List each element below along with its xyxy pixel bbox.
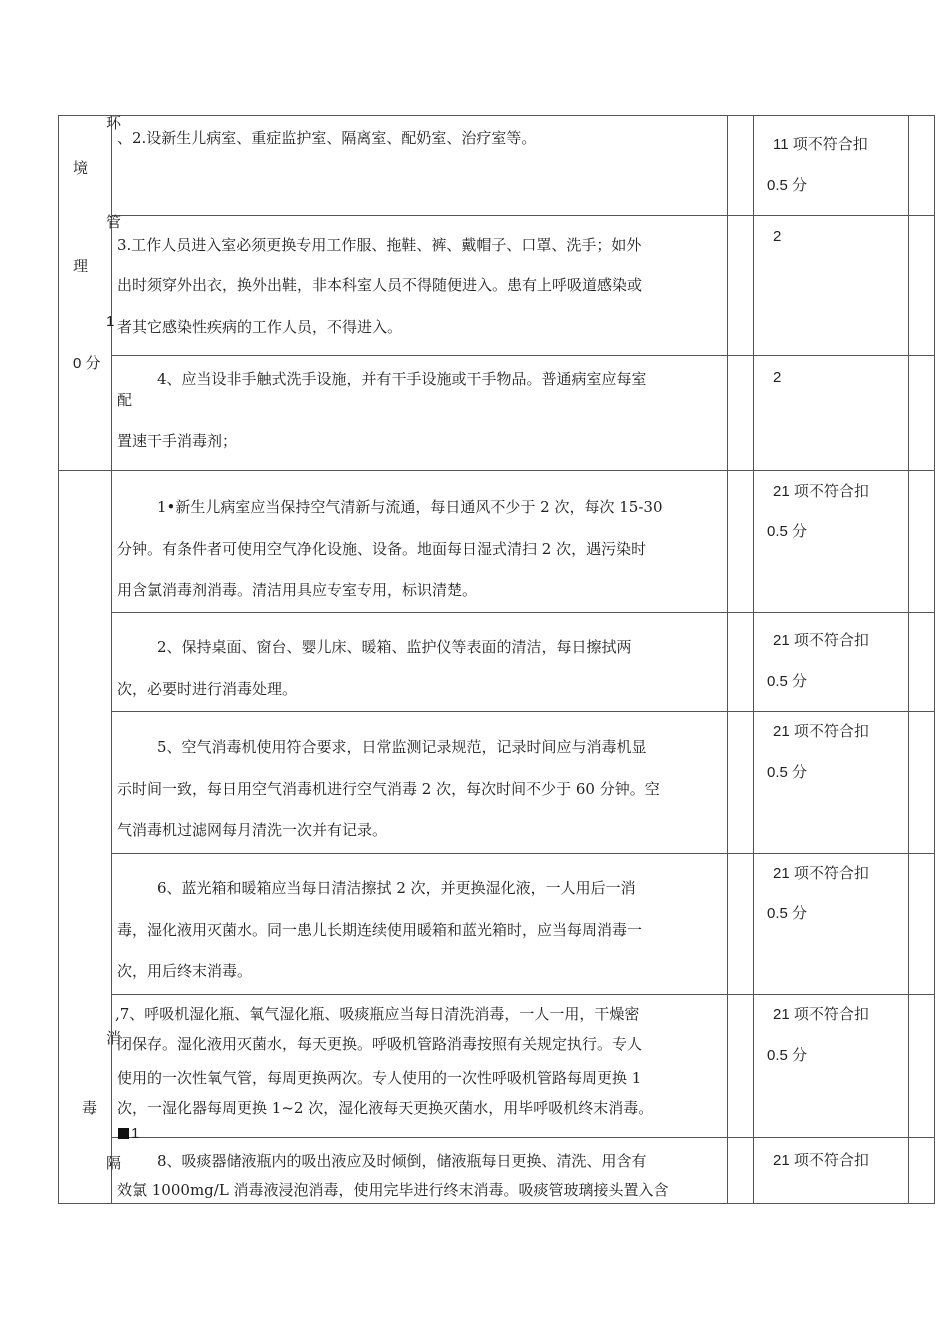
row-text-line: 3.工作人员进入室必须更换专用工作服、拖鞋、裤、戴帽子、口罩、洗手；如外 [117,236,642,254]
row-text-line: 出时须穿外出衣，换外出鞋，非本科室人员不得随便进入。患有上呼吸道感染或 [117,276,643,294]
score-text: 0.5 分 [767,673,808,690]
row-text-line: 示时间一致，每日用空气消毒机进行空气消毒 2 次，每次时间不少于 60 分钟。空 [117,780,660,798]
section-char: 消 [106,1029,122,1047]
square-bullet-icon [118,1128,129,1139]
score-text: 21 项不符合扣 [773,865,869,882]
row-text-line: 气消毒机过滤网每月清洗一次并有记录。 [117,821,388,839]
row-text-line: 8、吸痰器储液瓶内的吸出液应及时倾倒，储液瓶每日更换、清洗、用含有 [157,1152,647,1170]
section-char: 境 [73,159,89,177]
row-text-line: 次，用后终末消毒。 [117,962,253,980]
score-text: 21 项不符合扣 [773,1006,869,1023]
row-text-line: 毒，湿化液用灭菌水。同一患儿长期连续使用暖箱和蓝光箱时，应当每周消毒一 [117,921,643,939]
section-char: 理 [73,257,89,275]
row-text-line: 效氯 1000mg/L 消毒液浸泡消毒，使用完毕进行终末消毒。吸痰管玻璃接头置入含 [117,1181,669,1199]
score-text: 2 [773,228,782,245]
section-char: 管 [106,213,122,231]
row-text-line: ,7、呼吸机湿化瓶、氧气湿化瓶、吸痰瓶应当每日清洗消毒，一人一用，干燥密 [115,1005,640,1023]
row-text-line: 使用的一次性氧气管，每周更换两次。专人使用的一次性呼吸机管路每周更换 1 [117,1069,642,1087]
score-text: 0.5 分 [767,523,808,540]
section-char: 隔 [106,1154,122,1172]
section-char: 毒 [82,1099,98,1117]
row-text-line: 、2.设新生儿病室、重症监护室、隔离室、配奶室、治疗室等。 [117,129,537,147]
score-text: 2 [773,369,782,386]
row-text-line: 用含氯消毒剂消毒。清洁用具应专室专用，标识清楚。 [117,581,478,599]
score-text: 21 项不符合扣 [773,483,869,500]
row-text-line: 6、蓝光箱和暖箱应当每日清洁擦拭 2 次，并更换湿化液，一人用后一消 [157,879,636,897]
score-text: 0.5 分 [767,1047,808,1064]
row-text-line: 2、保持桌面、窗台、婴儿床、暖箱、监护仪等表面的清洁，每日擦拭两 [157,638,632,656]
row-text-line: 者其它感染性疾病的工作人员，不得进入。 [117,318,403,336]
score-text: 0.5 分 [767,764,808,781]
score-text: 21 项不符合扣 [773,632,869,649]
row-text-line: 5、空气消毒机使用符合要求，日常监测记录规范，记录时间应与消毒机显 [157,738,647,756]
section-mark: 1 [118,1124,139,1144]
section-char: 1 [106,313,115,330]
row-text-line: 配 [117,391,133,409]
section-char: 环 [106,114,122,132]
score-text: 11 项不符合扣 [773,136,868,153]
section-score: 0 分 [73,355,101,372]
row-text-line: 分钟。有条件者可使用空气净化设施、设备。地面每日湿式清扫 2 次，遇污染时 [117,540,647,558]
row-text-line: 4、应当设非手触式洗手设施，并有干手设施或干手物品。普通病室应每室 [157,370,647,388]
row-text-line: 闭保存。湿化液用灭菌水，每天更换。呼吸机管路消毒按照有关规定执行。专人 [117,1035,643,1053]
row-text-line: 次，必要时进行消毒处理。 [117,680,298,698]
row-text-line: 1•新生儿病室应当保持空气清新与流通，每日通风不少于 2 次，每次 15-30 [157,498,663,516]
score-text: 0.5 分 [767,177,808,194]
score-text: 21 项不符合扣 [773,1152,869,1169]
row-text-line: 置速干手消毒剂； [117,432,238,450]
score-text: 0.5 分 [767,905,808,922]
score-text: 21 项不符合扣 [773,723,869,740]
row-text-line: 次，一湿化器每周更换 1~2 次，湿化液每天更换灭菌水，用毕呼吸机终末消毒。 [117,1099,654,1117]
